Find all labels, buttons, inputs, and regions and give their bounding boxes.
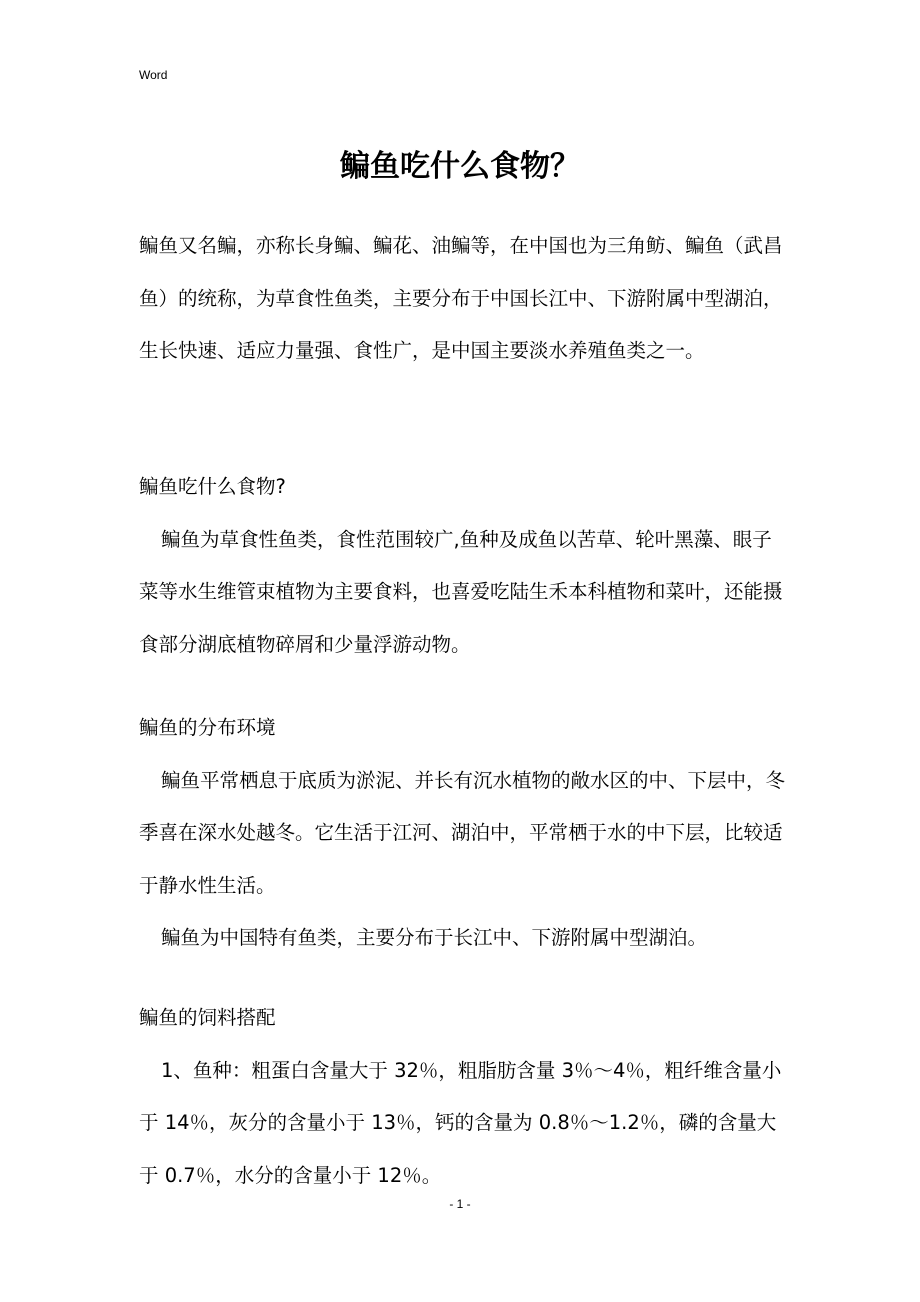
section-food <box>139 461 789 671</box>
section-paragraph: 鳊鱼平常栖息于底质为淤泥、并长有沉水植物的敞水区的中、下层中，冬季喜在深水处越冬。它生活于江河、湖泊中，平常栖于水的中下层，比较适于静水性生活。 <box>139 768 786 897</box>
section-paragraph: 1、鱼种：粗蛋白含量大于 32％，粗脂肪含量 3％～4％，粗纤维含量小于 14％，灰分的含量小于 13％，钙的含量为 0.8％～1.2％，磷的含量大于 0.7％，水分的含量小于 12％。 <box>139 1058 782 1187</box>
intro-paragraph <box>139 220 789 378</box>
section-heading: 鳊鱼的饲料搭配 <box>139 1006 276 1029</box>
section-paragraph: 鳊鱼为草食性鱼类，食性范围较广,鱼种及成鱼以苦草、轮叶黑藻、眼子菜等水生维管束植物为主要食料，也喜爱吃陆生禾本科植物和菜叶，还能摄食部分湖底植物碎屑和少量浮游动物。 <box>139 527 783 656</box>
intro-text: 鳊鱼又名鳊，亦称长身鳊、鳊花、油鳊等，在中国也为三角鲂、鳊鱼（武昌鱼）的统称，为草食性鱼类，主要分布于中国长江中、下游附属中型湖泊，生长快速、适应力量强、食性广，是中国主要淡水养殖鱼类之一。 <box>139 234 783 362</box>
section-feed <box>139 992 789 1202</box>
section-heading: 鳊鱼的分布环境 <box>139 716 276 739</box>
section-paragraph: 鳊鱼为中国特有鱼类，主要分布于长江中、下游附属中型湖泊。 <box>161 926 708 949</box>
document-title: 鳊鱼吃什么食物？ <box>340 149 580 184</box>
page-number: - 1 - <box>449 1197 471 1211</box>
section-distribution <box>139 702 789 965</box>
header-label: Word <box>139 68 168 82</box>
section-heading: 鳊鱼吃什么食物? <box>139 475 286 498</box>
